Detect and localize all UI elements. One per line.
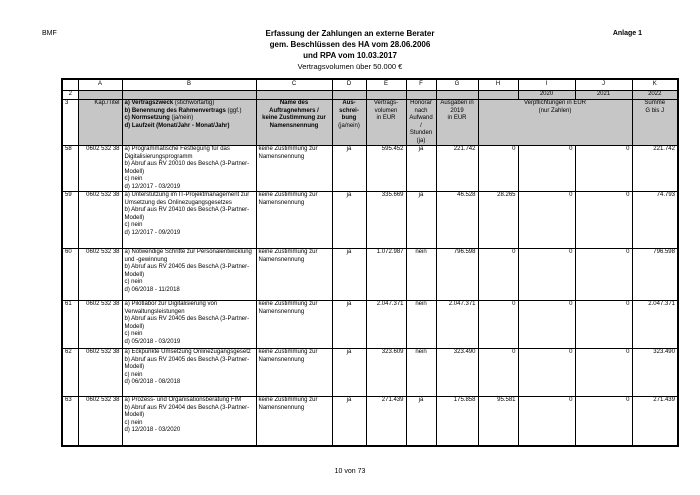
- vertragszweck-line: b) Abruf aus RV 20010 des BeschA (3-Partner-Modell): [124, 161, 250, 175]
- header-kap-titel: Kap./Titel: [78, 100, 122, 146]
- cell-honorar: nein: [406, 249, 436, 301]
- header-line: keine Zustimmung zur: [262, 115, 326, 121]
- column-letter: I: [518, 79, 575, 91]
- table-row: [62, 146, 678, 192]
- cell-verpflichtung-3: 0: [575, 397, 632, 446]
- cell-ausgaben-2019: 221.742: [436, 146, 478, 192]
- table-row: [62, 249, 678, 301]
- cell-verpflichtung-2: 0: [518, 349, 575, 397]
- cell-verpflichtung-3: 0: [575, 192, 632, 249]
- cell-honorar: ja: [406, 397, 436, 446]
- header-line: in EUR: [447, 115, 467, 121]
- cell-ausschreibung: ja: [332, 192, 366, 249]
- header-line: 2019: [450, 107, 464, 114]
- row-number: 63: [62, 397, 78, 446]
- row-number: 59: [62, 192, 78, 249]
- cell-ausgaben-2019: 46.528: [436, 192, 478, 249]
- header-vertragsvolumen: [366, 100, 406, 146]
- header-line: volumen: [374, 107, 398, 114]
- column-letter: B: [122, 79, 256, 91]
- cell-verpflichtung-1: 28.265: [478, 192, 518, 249]
- cell-summe: 74.793: [632, 192, 678, 249]
- header-line: Vertrags-: [373, 100, 399, 106]
- cell-vertragsvolumen: 323.609: [366, 349, 406, 397]
- cell-kap-titel: 0602 532 38: [78, 301, 122, 349]
- annex-label: Anlage 1: [612, 30, 642, 37]
- cell-verpflichtung-2: 0: [518, 146, 575, 192]
- header-line: d) Laufzeit (Monat/Jahr - Monat/Jahr): [124, 122, 230, 129]
- header-honorar: [406, 100, 436, 146]
- header-ausgaben-2019: [436, 100, 478, 146]
- vertragszweck-line: a) Pilotlabor zur Digitalisierung von Verwaltungsleistungen: [124, 301, 218, 315]
- cell-verpflichtung-1: 0: [478, 249, 518, 301]
- cell-vertragszweck: [122, 301, 256, 349]
- vertragszweck-line: a) Programmatische Festlegung für das Digitalisierungsprogramm: [124, 146, 230, 160]
- title-subtitle: Vertragsvolumen über 50.000 €: [297, 62, 403, 71]
- vertragszweck-line: a) Prozess- und Organisationsberatung FIM: [124, 397, 242, 403]
- vertragszweck-line: c) nein: [124, 331, 143, 337]
- vertragszweck-line: a) Notwendige Schritte zur Personalentwicklung und -gewinnung: [124, 249, 252, 263]
- cell-vertragsvolumen: 595.452: [366, 146, 406, 192]
- cell-ausgaben-2019: 323.490: [436, 349, 478, 397]
- vertragszweck-line: c) nein: [124, 419, 143, 426]
- year-cell: 2021: [575, 91, 632, 100]
- column-letter: D: [332, 79, 366, 91]
- cell-verpflichtung-1: 0: [478, 301, 518, 349]
- cell-vertragsvolumen: 335.669: [366, 192, 406, 249]
- empty-cell: [78, 91, 122, 100]
- header-row: [62, 100, 678, 146]
- cell-kap-titel: 0602 532 38: [78, 349, 122, 397]
- cell-verpflichtung-2: 0: [518, 301, 575, 349]
- vertragszweck-line: a) Unterstützung im IT-Projektmanagement zur Umsetzung des Onlinezugangsgesetzes: [124, 192, 250, 206]
- cell-verpflichtung-3: 0: [575, 146, 632, 192]
- vertragszweck-line: d) 12/2018 - 03/2020: [124, 427, 181, 433]
- vertragszweck-line: d) 12/2017 - 03/2019: [124, 183, 181, 190]
- cell-ausgaben-2019: 175.858: [436, 397, 478, 446]
- empty-cell: [478, 91, 518, 100]
- title-line: gem. Beschlüssen des HA vom 28.06.2006: [269, 40, 431, 49]
- vertragszweck-line: b) Abruf aus RV 20405 des BeschA (3-Partner-Modell): [124, 356, 250, 370]
- header-line: Summe: [644, 100, 666, 106]
- cell-vertragsvolumen: 271.439: [366, 397, 406, 446]
- empty-cell: [406, 91, 436, 100]
- header-line: in EUR: [376, 115, 396, 121]
- cell-verpflichtung-1: 95.581: [478, 397, 518, 446]
- cell-summe: 796.598: [632, 249, 678, 301]
- column-letter: E: [366, 79, 406, 91]
- column-letters-row: [62, 79, 678, 91]
- cell-verpflichtung-3: 0: [575, 249, 632, 301]
- table-body: [62, 146, 678, 446]
- header-line: bung: [341, 115, 357, 121]
- header-line: Aus-: [342, 100, 356, 106]
- org-label: BMF: [42, 30, 57, 37]
- title-line: Erfassung der Zahlungen an externe Berater: [265, 29, 435, 38]
- header-line: Name des: [279, 100, 309, 106]
- header-line: (ja/nein): [338, 122, 360, 129]
- cell-auftragnehmer: keine Zustimmung zur Namensnennung: [256, 146, 332, 192]
- vertragszweck-line: d) 06/2018 - 08/2018: [124, 379, 181, 385]
- header-line: (ja): [416, 137, 426, 144]
- header-line: a) Vertragszweck (stichwortartig): [124, 100, 215, 106]
- cell-summe: 221.742: [632, 146, 678, 192]
- row-number: 62: [62, 349, 78, 397]
- cell-auftragnehmer: keine Zustimmung zur Namensnennung: [256, 192, 332, 249]
- cell-ausschreibung: ja: [332, 249, 366, 301]
- cell-auftragnehmer: keine Zustimmung zur Namensnennung: [256, 249, 332, 301]
- cell-vertragsvolumen: 1.072.987: [366, 249, 406, 301]
- page-title: [0, 28, 700, 72]
- header-line: Verpflichtungen in EUR: [523, 100, 587, 106]
- row-number: 58: [62, 146, 78, 192]
- cell-vertragszweck: [122, 349, 256, 397]
- vertragszweck-line: d) 06/2018 - 11/2018: [124, 286, 180, 293]
- title-line: und RPA vom 10.03.2017: [303, 51, 397, 60]
- vertragszweck-line: c) nein: [124, 371, 143, 378]
- vertragszweck-line: c) nein: [124, 176, 143, 182]
- column-letter: C: [256, 79, 332, 91]
- cell-verpflichtung-3: 0: [575, 349, 632, 397]
- cell-vertragszweck: [122, 192, 256, 249]
- table-row: [62, 349, 678, 397]
- cell-ausschreibung: ja: [332, 146, 366, 192]
- cell-vertragszweck: [122, 146, 256, 192]
- cell-auftragnehmer: keine Zustimmung zur Namensnennung: [256, 301, 332, 349]
- vertragszweck-line: d) 12/2017 - 09/2019: [124, 229, 181, 236]
- cell-kap-titel: 0602 532 38: [78, 192, 122, 249]
- cell-honorar: nein: [406, 349, 436, 397]
- cell-kap-titel: 0602 532 38: [78, 249, 122, 301]
- table-row: [62, 301, 678, 349]
- vertragszweck-line: a) Eckpunkte Umsetzung Onlinezugangsgesetz: [124, 349, 251, 355]
- header-line: Auftragnehmers /: [269, 107, 319, 114]
- cell-ausgaben-2019: 796.598: [436, 249, 478, 301]
- empty-cell: [332, 91, 366, 100]
- cell-verpflichtung-2: 0: [518, 397, 575, 446]
- row-number: 3: [62, 100, 78, 146]
- cell-summe: 271.439: [632, 397, 678, 446]
- cell-verpflichtung-3: 0: [575, 301, 632, 349]
- column-letter: G: [436, 79, 478, 91]
- row-number: 60: [62, 249, 78, 301]
- cell-vertragszweck: [122, 397, 256, 446]
- cell-summe: 323.490: [632, 349, 678, 397]
- cell-verpflichtung-1: 0: [478, 349, 518, 397]
- page-number: 10 von 73: [334, 468, 366, 475]
- header-line: Ausgaben in: [440, 100, 474, 106]
- header-ausschreibung: [332, 100, 366, 146]
- header-vertragszweck: [122, 100, 256, 146]
- cell-ausschreibung: ja: [332, 301, 366, 349]
- empty-cell: [366, 91, 406, 100]
- header-summe: [632, 100, 678, 146]
- header-verpflichtungen: [478, 100, 632, 146]
- cell-summe: 2.047.371: [632, 301, 678, 349]
- header-line: nach: [414, 107, 428, 114]
- header-line: G bis J: [645, 107, 665, 114]
- cell-kap-titel: 0602 532 38: [78, 146, 122, 192]
- column-letter: J: [575, 79, 632, 91]
- header-line: schrei-: [339, 107, 359, 114]
- cell-kap-titel: 0602 532 38: [78, 397, 122, 446]
- header-line: (nur Zahlen): [538, 107, 572, 114]
- cell-verpflichtung-2: 0: [518, 192, 575, 249]
- table-row: [62, 192, 678, 249]
- vertragszweck-line: d) 05/2018 - 03/2019: [124, 338, 181, 345]
- header-line: c) Normsetzung (ja/nein): [124, 115, 194, 121]
- row-number: 61: [62, 301, 78, 349]
- vertragszweck-line: c) nein: [124, 279, 143, 285]
- empty-cell: [436, 91, 478, 100]
- header-auftragnehmer: [256, 100, 332, 146]
- cell-auftragnehmer: keine Zustimmung zur Namensnennung: [256, 349, 332, 397]
- year-cell: 2020: [518, 91, 575, 100]
- vertragszweck-line: c) nein: [124, 222, 143, 228]
- column-letter: K: [632, 79, 678, 91]
- header-line: b) Benennung des Rahmenvertrags (ggf.): [124, 107, 242, 114]
- year-cell: 2022: [632, 91, 678, 100]
- header-line: Aufwand/: [409, 115, 433, 129]
- corner-cell: [62, 79, 78, 91]
- cell-ausschreibung: ja: [332, 349, 366, 397]
- empty-cell: [122, 91, 256, 100]
- cell-auftragnehmer: keine Zustimmung zur Namensnennung: [256, 397, 332, 446]
- empty-cell: [256, 91, 332, 100]
- vertragszweck-line: b) Abruf aus RV 20405 des BeschA (3-Partner-Modell): [124, 316, 250, 330]
- vertragszweck-line: b) Abruf aus RV 20405 des BeschA (3-Partner-Modell): [124, 264, 250, 278]
- vertragszweck-line: b) Abruf aus RV 20404 des BeschA (3-Partner-Modell): [124, 404, 250, 418]
- cell-honorar: ja: [406, 192, 436, 249]
- row-number: 2: [62, 91, 78, 100]
- table-row: [62, 397, 678, 446]
- column-letter: A: [78, 79, 122, 91]
- header-line: Namensnennung: [269, 122, 319, 129]
- cell-honorar: ja: [406, 146, 436, 192]
- vertragszweck-line: b) Abruf aus RV 20410 des BeschA (3-Partner-Modell): [124, 207, 250, 221]
- payments-table: [61, 78, 679, 447]
- column-letter: F: [406, 79, 436, 91]
- header-line: Honorar: [410, 100, 432, 106]
- cell-honorar: nein: [406, 301, 436, 349]
- header-line: Stunden: [409, 130, 433, 136]
- cell-verpflichtung-2: 0: [518, 249, 575, 301]
- cell-vertragsvolumen: 2.047.371: [366, 301, 406, 349]
- cell-ausschreibung: ja: [332, 397, 366, 446]
- cell-ausgaben-2019: 2.047.371: [436, 301, 478, 349]
- cell-verpflichtung-1: 0: [478, 146, 518, 192]
- cell-vertragszweck: [122, 249, 256, 301]
- year-row: [62, 91, 678, 100]
- column-letter: H: [478, 79, 518, 91]
